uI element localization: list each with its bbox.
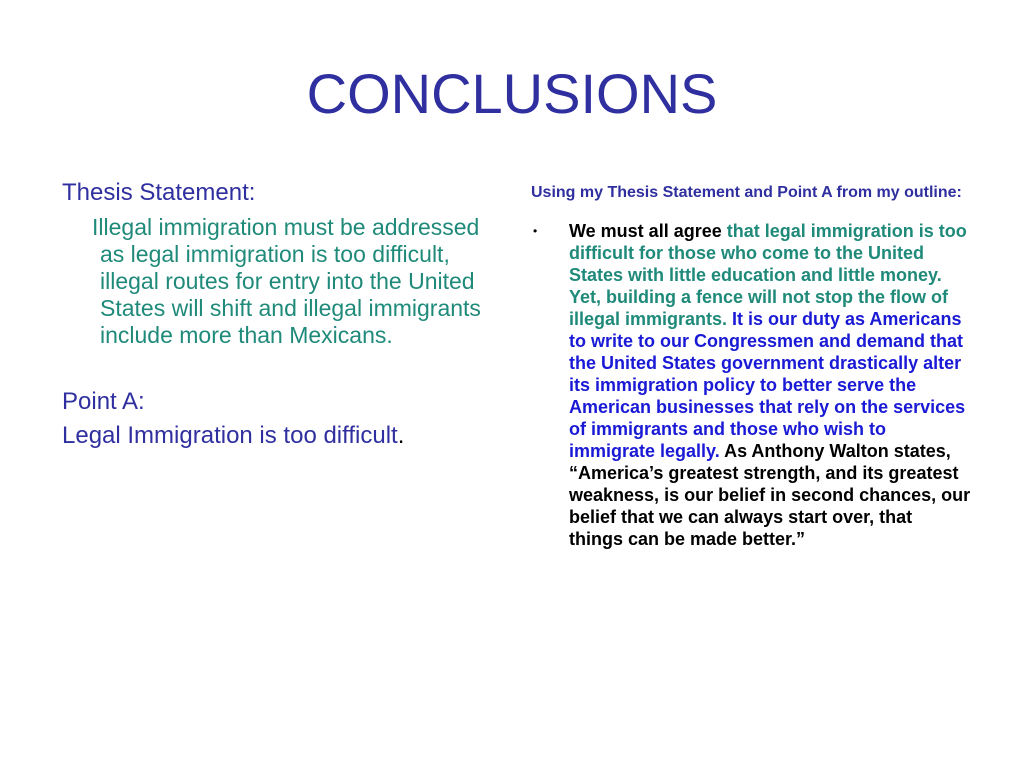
point-a-text: Legal Immigration is too difficult xyxy=(62,422,398,449)
bullet-segment-agree: We must all agree xyxy=(569,221,727,241)
point-a-heading: Point A: xyxy=(62,388,145,415)
thesis-text: Illegal immigration must be addressed as legal immigration is too difficult, illegal routes for entry into the United States will shift and illegal immigrants include more than Mexicans. xyxy=(92,214,481,348)
bullet-segment-quote: As Anthony Walton states, “America’s greatest strength, and its greatest weakness, is our belief in second chances, our belief that we can always start over, that things can be made better.” xyxy=(569,441,971,549)
point-a-period: . xyxy=(397,422,405,449)
left-column xyxy=(62,178,502,451)
thesis-heading: Thesis Statement: xyxy=(62,179,256,206)
right-column xyxy=(531,183,971,550)
point-a-paragraph xyxy=(62,421,502,451)
conclusion-bullet xyxy=(531,220,971,550)
bullet-icon: • xyxy=(533,224,538,238)
slide-title: CONCLUSIONS xyxy=(306,62,718,125)
bullet-segment-duty: It is our duty as Americans to write to our Congressmen and demand that the United States government drastically alter its immigration policy to better serve the American businesses that rely on the services of immigrants and those who wish to immigrate legally. xyxy=(569,309,966,461)
right-intro: Using my Thesis Statement and Point A from my outline: xyxy=(531,184,962,201)
bullet-segment-legal-difficult: that legal immigration is too difficult for those who come to the United States with little education and little money. Yet, building a fence will not stop the flow of illegal immigrants. xyxy=(569,221,967,329)
